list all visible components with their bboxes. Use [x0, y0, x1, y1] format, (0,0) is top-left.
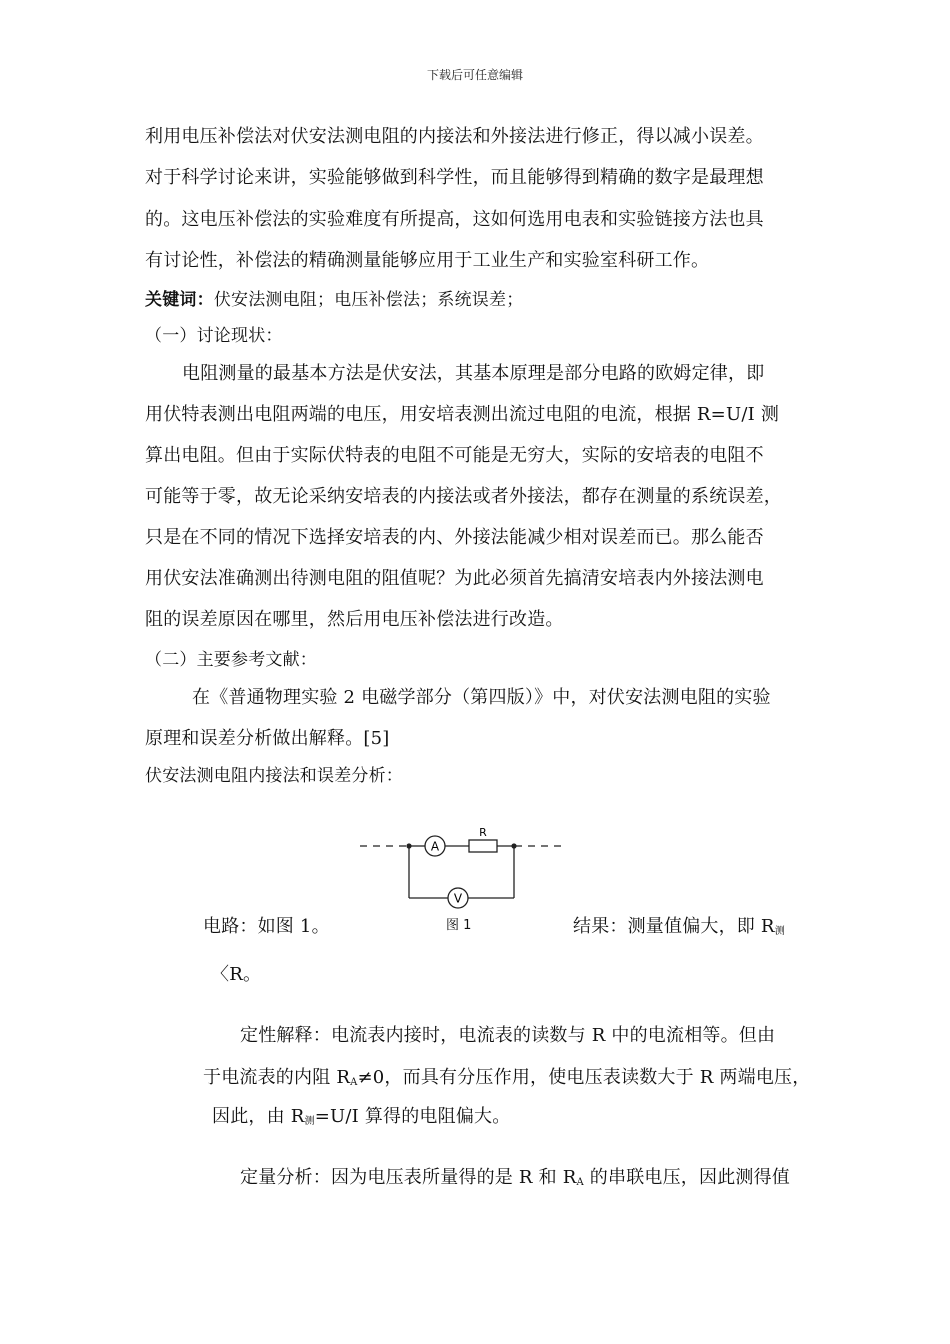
qualitative-line-2 [203, 1066, 810, 1095]
qualitative-line-3-subscript: 测 [304, 1116, 315, 1127]
section1-para-line-1: 电阻测量的最基本方法是伏安法，其基本原理是部分电路的欧姆定律，即 [182, 363, 765, 384]
section2-para-line-1: 在《普通物理实验 2 电磁学部分（第四版）》中，对伏安法测电阻的实验 [192, 687, 771, 708]
section1-para-line-5: 只是在不同的情况下选择安培表的内、外接法能减少相对误差而已。那么能否 [145, 527, 764, 548]
voltmeter-label: V [453, 891, 463, 906]
ammeter-label: A [430, 839, 440, 854]
abstract-line-1: 利用电压补偿法对伏安法测电阻的内接法和外接法进行修正，得以减小误差。 [145, 126, 764, 147]
quantitative-line-1-text-b: 的串联电压，因此测得值 [583, 1167, 791, 1188]
result-continuation: 〈R。 [211, 964, 262, 985]
qualitative-line-3-text-a: 因此，由 R [212, 1106, 305, 1127]
section2-para-line-2: 原理和误差分析做出解释。[5] [145, 728, 390, 749]
circuit-line: 电路：如图 1。 [203, 916, 330, 937]
keywords-line [145, 288, 523, 312]
result-line [573, 915, 785, 944]
result-subscript: 测 [774, 926, 785, 937]
qualitative-line-3-text-b: =U/I 算得的电阻偏大。 [314, 1106, 511, 1127]
keywords-label: 关键词： [145, 290, 214, 310]
section1-para-line-6: 用伏安法准确测出待测电阻的阻值呢？为此必须首先搞清安培表内外接法测电 [145, 568, 764, 589]
quantitative-line-1 [240, 1166, 790, 1195]
section1-para-line-2: 用伏特表测出电阻两端的电压，用安培表测出流过电阻的电流，根据 R=U/I 测 [145, 404, 780, 425]
qualitative-line-2-subscript: A [350, 1077, 358, 1088]
section1-para-line-3: 算出电阻。但由于实际伏特表的电阻不可能是无穷大，实际的安培表的电阻不 [145, 445, 764, 466]
section2-subheading: 伏安法测电阻内接法和误差分析： [145, 766, 403, 786]
section2-heading: （二）主要参考文献： [145, 650, 317, 670]
qualitative-line-1: 定性解释：电流表内接时，电流表的读数与 R 中的电流相等。但由 [240, 1025, 776, 1046]
section1-heading: （一）讨论现状： [145, 326, 283, 346]
abstract-line-2: 对于科学讨论来讲，实验能够做到科学性，而且能够得到精确的数字是最理想 [145, 167, 764, 188]
qualitative-line-2-text-b: ≠0，而具有分压作用，使电压表读数大于 R 两端电压， [357, 1067, 811, 1088]
header-note: 下载后可任意编辑 [426, 68, 523, 82]
keywords-value: 伏安法测电阻；电压补偿法；系统误差； [213, 290, 524, 310]
qualitative-line-2-text-a: 于电流表的内阻 R [203, 1067, 351, 1088]
section1-para-line-7: 阻的误差原因在哪里，然后用电压补偿法进行改造。 [145, 609, 564, 630]
resistor-symbol [469, 840, 497, 852]
qualitative-line-3 [212, 1105, 510, 1134]
resistor-label: R [479, 826, 487, 839]
result-text: 结果：测量值偏大，即 R [573, 916, 775, 937]
quantitative-line-1-text-a: 定量分析：因为电压表所量得的是 R 和 R [240, 1167, 577, 1188]
abstract-line-4: 有讨论性，补偿法的精确测量能够应用于工业生产和实验室科研工作。 [145, 250, 710, 271]
figure-caption: 图 1 [446, 918, 472, 933]
quantitative-line-1-subscript: A [576, 1177, 584, 1188]
section1-para-line-4: 可能等于零，故无论采纳安培表的内接法或者外接法，都存在测量的系统误差， [145, 486, 782, 507]
abstract-line-3: 的。这电压补偿法的实验难度有所提高，这如何选用电表和实验链接方法也具 [145, 209, 764, 230]
